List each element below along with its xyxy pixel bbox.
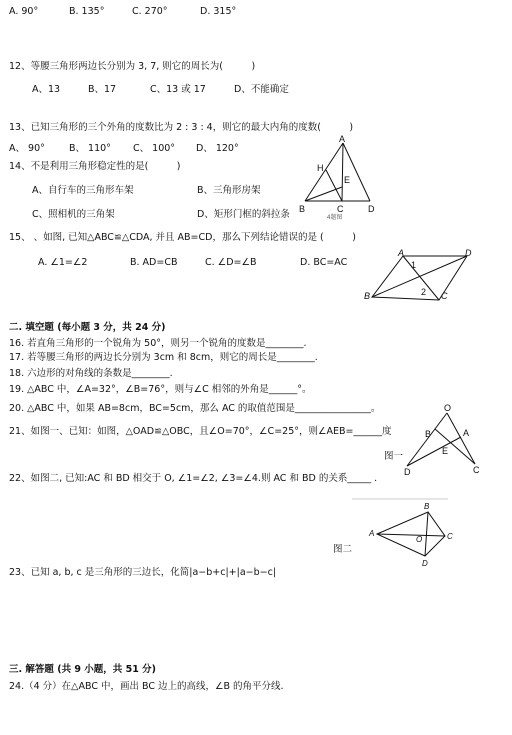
q15-option-d: D. BC=AC: [300, 257, 348, 268]
q13-option-b: B、 110°: [69, 143, 111, 154]
q14-option-c: C、照相机的三角架: [32, 209, 115, 220]
q14-option-b: B、三角形房架: [197, 185, 261, 196]
q11-option-d: D. 315°: [200, 6, 237, 17]
q22-label-b: B: [424, 502, 430, 511]
q11-option-a: A. 90°: [9, 6, 39, 17]
q15-option-a: A. ∠1=∠2: [38, 257, 88, 268]
q15-label-c: C: [441, 291, 448, 301]
q15-option-c: C. ∠D=∠B: [205, 257, 257, 268]
q14-label-c: C: [337, 204, 344, 214]
q15-angle-2: 2: [421, 287, 427, 297]
q11-option-b: B. 135°: [69, 6, 105, 17]
q15-option-b: B. AD=CB: [130, 257, 178, 268]
q22-label-a: A: [369, 529, 375, 538]
q12-option-a: A、13: [32, 84, 61, 95]
q14-label-h: H: [317, 163, 324, 173]
q13-stem: 13、已知三角形的三个外角的度数比为 2 : 3 : 4，则它的最大内角的度数( ): [9, 122, 354, 133]
q22-label-o: O: [416, 535, 423, 544]
q21-stem: 21、如图一、已知：如图，△OAD≌△OBC，且∠O=70°，∠C=25°，则∠AEB=______度: [9, 426, 392, 437]
q21-label-c: C: [473, 465, 480, 475]
q15-stem: 15、 、如图, 已知△ABC≌△CDA, 并且 AB=CD，那么下列结论错误的是 ( ): [9, 232, 356, 243]
q14-label-a: A: [339, 134, 346, 144]
q14-label-b: B: [299, 204, 306, 214]
q14-label-e: E: [344, 175, 351, 185]
q14-caption: 4题图: [327, 215, 343, 221]
q20: 20. △ABC 中，如果 AB=8cm，BC=5cm，那么 AC 的取值范围是________________。: [9, 403, 381, 414]
q18: 18. 六边形的对角线的条数是________.: [9, 368, 173, 379]
q15-label-d: D: [465, 248, 472, 258]
q16: 16. 若直角三角形的一个锐角为 50°，则另一个锐角的度数是________.: [9, 338, 307, 349]
q21-label-e: E: [442, 446, 449, 456]
q22-caption: 图二: [333, 544, 353, 555]
q14-stem: 14、不是利用三角形稳定性的是( ): [9, 161, 181, 172]
q23: 23、已知 a, b, c 是三角形的三边长，化简|a−b+c|+|a−b−c|: [9, 567, 277, 578]
q22-label-d: D: [422, 559, 428, 568]
q12-option-b: B、17: [88, 84, 117, 95]
q14-option-a: A、自行车的三角形车架: [32, 185, 134, 196]
section-answer-title: 三. 解答题 (共 9 小题，共 51 分): [9, 664, 156, 675]
q14-label-d: D: [368, 204, 375, 214]
q22-stem: 22、如图二, 已知:AC 和 BD 相交于 O, ∠1=∠2, ∠3=∠4.则 AC 和 BD 的关系_____ .: [9, 473, 378, 484]
q21-label-b: B: [425, 429, 432, 439]
q21-label-a: A: [463, 428, 470, 438]
q15-label-b: B: [364, 291, 371, 301]
q21-caption: 图一: [384, 451, 404, 462]
q13-option-d: D、 120°: [196, 143, 239, 154]
q13-option-c: C、 100°: [133, 143, 176, 154]
q12-option-c: C、13 或 17: [150, 84, 206, 95]
q11-option-c: C. 270°: [132, 6, 168, 17]
q14-option-d: D、矩形门框的斜拉条: [197, 209, 290, 220]
q21-label-d: D: [404, 467, 411, 477]
q19: 19. △ABC 中，∠A=32°，∠B=76°，则与∠C 相邻的外角是______°。: [9, 384, 312, 395]
q13-option-a: A、 90°: [9, 143, 45, 154]
q21-label-o: O: [444, 403, 452, 413]
q12-option-d: D、不能确定: [234, 84, 289, 95]
section-fill-blank-title: 二. 填空题 (每小题 3 分，共 24 分): [9, 322, 166, 333]
q24: 24.（4 分）在△ABC 中，画出 BC 边上的高线，∠B 的角平分线.: [9, 681, 284, 692]
q12-stem: 12、等腰三角形两边长分别为 3, 7, 则它的周长为( ): [9, 61, 256, 72]
q22-label-c: C: [447, 532, 453, 541]
q17: 17. 若等腰三角形的两边长分别为 3cm 和 8cm，则它的周长是________.: [9, 352, 318, 363]
q15-label-a: A: [398, 248, 405, 258]
q15-angle-1: 1: [411, 260, 417, 270]
